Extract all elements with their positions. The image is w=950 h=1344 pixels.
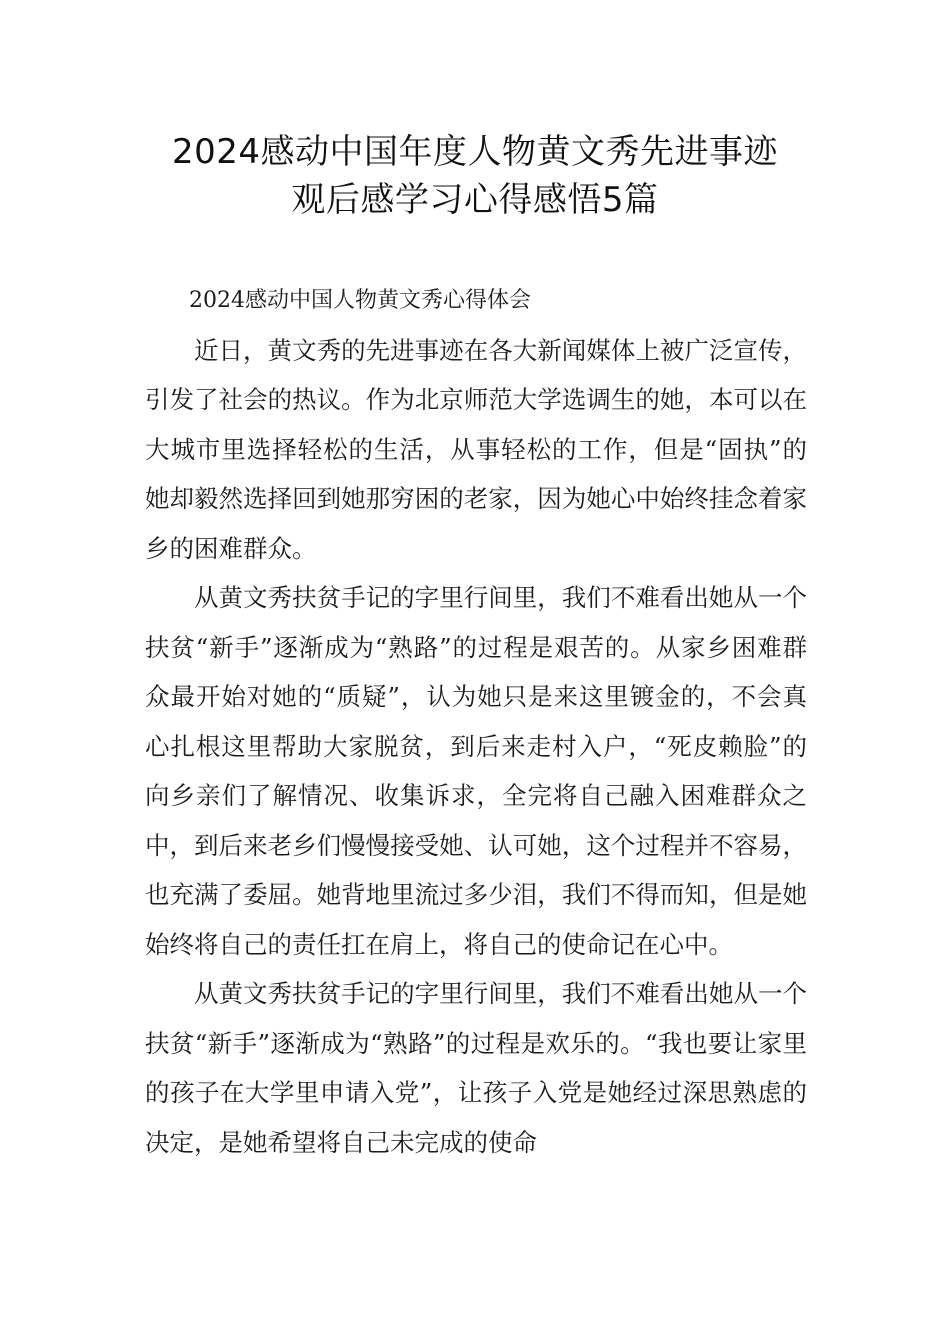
document-title-line1: 2024感动中国年度人物黄文秀先进事迹	[171, 132, 779, 172]
paragraph-3: 从黄文秀扶贫手记的字里行间里，我们不难看出她从一个扶贫“新手”逐渐成为“熟路”的过程是欢乐的。“我也要让家里的孩子在大学里申请入党”，让孩子入党是她经过深思熟虑的决定，是她希望将自己未完成的使命	[145, 979, 807, 1157]
document-title-line2: 观后感学习心得感悟5篇	[291, 180, 659, 220]
paragraph-1: 近日，黄文秀的先进事迹在各大新闻媒体上被广泛宣传，引发了社会的热议。作为北京师范大学选调生的她，本可以在大城市里选择轻松的生活，从事轻松的工作，但是“固执”的她却毅然选择回到她那穷困的老家，因为她心中始终挂念着家乡的困难群众。	[145, 335, 807, 563]
section-subtitle: 2024感动中国人物黄文秀心得体会	[189, 288, 531, 313]
paragraph-2: 从黄文秀扶贫手记的字里行间里，我们不难看出她从一个扶贫“新手”逐渐成为“熟路”的过程是艰苦的。从家乡困难群众最开始对她的“质疑”，认为她只是来这里镀金的，不会真心扎根这里帮助大家脱贫，到后来走村入户，“死皮赖脸”的向乡亲们了解情况、收集诉求，全完将自己融入困难群众之中，到后来老乡们慢慢接受她、认可她，这个过程并不容易，也充满了委屈。她背地里流过多少泪，我们不得而知，但是她始终将自己的责任扛在肩上，将自己的使命记在心中。	[145, 583, 807, 959]
document-body	[145, 276, 807, 1167]
